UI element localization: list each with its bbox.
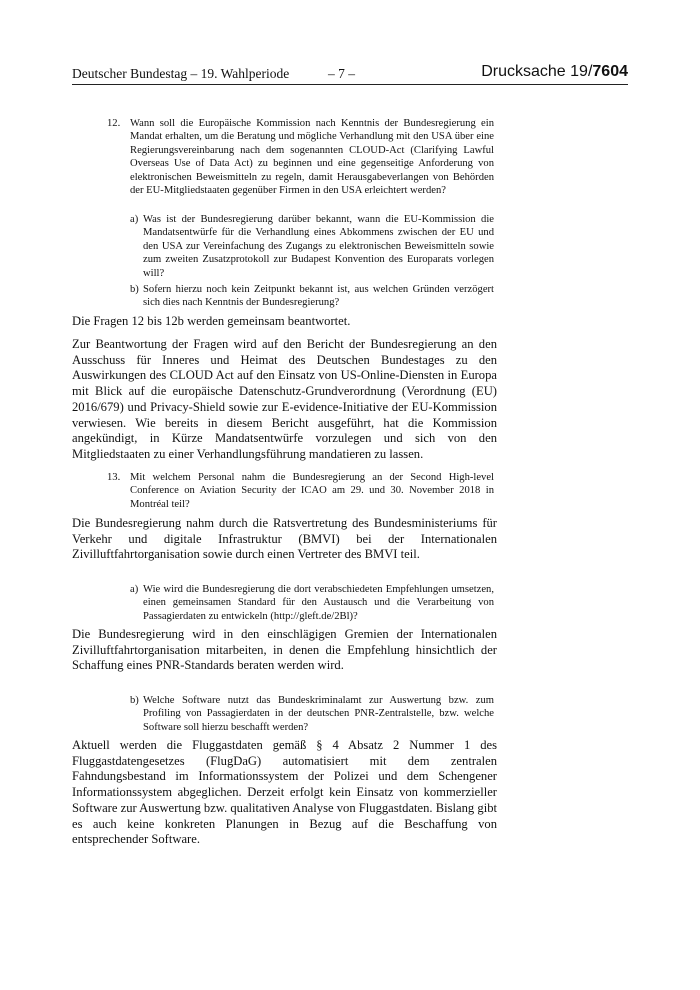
question-12a [130, 213, 494, 280]
question-13b [130, 694, 494, 734]
document-number-plain: 19/ [570, 63, 593, 80]
subquestion-text: Wie wird die Bundesregierung die dort verabschiedeten Empfehlungen umsetzen, einen gemeinsamen Standard für den Austausch und die Verarbeitung von Passagierdaten zu entwickeln (http://gleft.de/2Bl)? [143, 584, 494, 622]
document-number-prefix: Drucksache [481, 63, 566, 80]
question-number: 12. [107, 118, 121, 129]
page-number: – 7 – [328, 66, 355, 81]
answer-13a: Die Bundesregierung wird in den einschlägigen Gremien der Internationalen Zivilluftfahrtorganisation mitarbeiten, in denen die Empfehlung hinsichtlich der Schaffung eines PNR-Standards beraten werden wird. [72, 627, 497, 673]
answer-12: Zur Beantwortung der Fragen wird auf den Bericht der Bundesregierung an den Ausschuss für Inneres und Heimat des Deutschen Bundestages zu den Auswirkungen des CLOUD Act auf den Einsatz von US-Online-Diensten in Europa mit Blick auf die europäische Datenschutz-Grundverordnung (Verordnung (EU) 2016/679) und Privacy-Shield sowie zur E-evidence-Initiative der EU-Kommission verwiesen. Wie bereits in diesem Bericht ausgeführt, hat die Kommission angekündigt, in Kürze Mandatsentwürfe vorzulegen und sich von den Mitgliedstaaten zu einer Verhandlungsführung mandatieren zu lassen. [72, 337, 497, 461]
question-13 [96, 471, 494, 511]
document-number [481, 63, 628, 81]
header-publication: Deutscher Bundestag – 19. Wahlperiode [72, 66, 290, 81]
question-12 [96, 117, 494, 197]
subquestion-letter: b) [130, 284, 139, 295]
subquestion-text: Was ist der Bundesregierung darüber bekannt, wann die EU-Kommission die Mandatsentwürfe für die Verhandlung eines Abkommens zwischen der EU und den USA zur Vereinfachung des Zugangs zu elektronischen Beweismitteln sowie zum zweiten Zusatzprotokoll zur Budapest Konvention des Europarats vorlegen will? [143, 214, 494, 279]
question-text: Wann soll die Europäische Kommission nach Kenntnis der Bundesregierung ein Mandat erhalten, um die Beratung und mögliche Verhandlung mit den USA über eine Regierungsvereinbarung nach dem sogenannten CLOUD-Act (Clarifying Lawful Overseas Use of Data Act) zu beginnen und eine gegenseitige Anforderung von elektronischen Beweismitteln zu regeln, damit Herausgabeverlangen von Behörden der EU-Mitgliedstaaten gegenüber Firmen in den USA erleichtert werden? [130, 118, 494, 197]
page-header [72, 63, 628, 85]
subquestion-text: Welche Software nutzt das Bundeskriminalamt zur Auswertung bzw. zum Profiling von Passagierdaten in der deutschen PNR-Zentralstelle, bzw. welche Software soll hierzu beschafft werden? [143, 695, 494, 733]
answer-13: Die Bundesregierung nahm durch die Ratsvertretung des Bundesministeriums für Verkehr und digitale Infrastruktur (BMVI) bei der Internationalen Zivilluftfahrtorganisation sowie durch einen Vertreter des BMVI teil. [72, 516, 497, 562]
question-number: 13. [107, 472, 121, 483]
document-number-bold: 7604 [592, 63, 628, 80]
subquestion-letter: a) [130, 584, 139, 595]
answer-13b: Aktuell werden die Fluggastdaten gemäß § 4 Absatz 2 Nummer 1 des Fluggastdatengesetzes (FlugDaG) automatisiert mit dem zentralen Fahndungsbestand im Informationssystem der Polizei und dem Schengener Informationssystem abgeglichen. Derzeit erfolgt kein Einsatz von kommerzieller Software zur Auswertung bzw. qualitativen Analyse von Fluggastdaten. Bislang gibt es auch keine konkreten Planungen in Bezug auf die Beschaffung von entsprechender Software. [72, 738, 497, 847]
question-12b [130, 283, 494, 310]
subquestion-text: Sofern hierzu noch kein Zeitpunkt bekannt ist, aus welchen Gründen verzögert sich dies nach Kenntnis der Bundesregierung? [143, 284, 494, 309]
question-text: Mit welchem Personal nahm die Bundesregierung an der Second High-level Conference on Aviation Security der ICAO am 29. und 30. November 2018 in Montréal teil? [130, 472, 494, 510]
question-13a [130, 583, 494, 623]
subquestion-letter: b) [130, 695, 139, 706]
answer-12-intro: Die Fragen 12 bis 12b werden gemeinsam beantwortet. [72, 314, 351, 328]
subquestion-letter: a) [130, 214, 139, 225]
